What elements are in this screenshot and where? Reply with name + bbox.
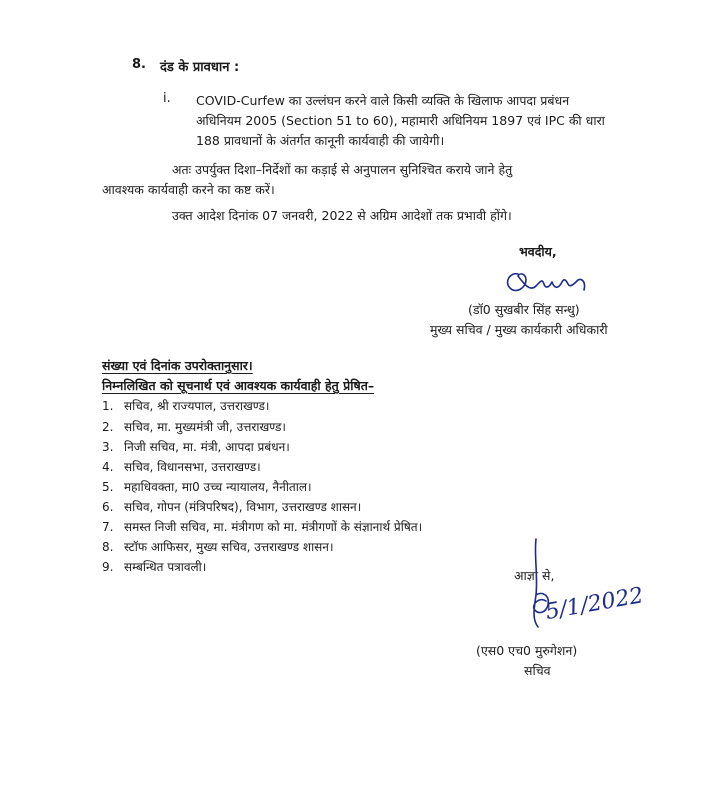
distribution-heading: निम्नलिखित को सूचनार्थ एवं आवश्यक कार्यवाही हेतु प्रेषित– xyxy=(102,378,375,393)
penalty-line-2: अधिनियम 2005 (Section 51 to 60), महामारी अधिनियम 1897 एवं IPC की धारा xyxy=(196,113,605,128)
signatory-name: (डॉ0 सुखबीर सिंह सन्धु) xyxy=(468,302,580,317)
list-item: 6. सचिव, गोपन (मंत्रिपरिषद), विभाग, उत्तराखण्ड शासन। xyxy=(102,500,362,514)
officer-name: (एस0 एच0 मुरुगेशन) xyxy=(476,643,578,658)
signatory-designation: मुख्य सचिव / मुख्य कार्यकारी अधिकारी xyxy=(430,322,608,337)
list-item: 3. निजी सचिव, मा. मंत्री, आपदा प्रबंधन। xyxy=(102,440,290,454)
signature-1 xyxy=(500,262,590,300)
penalty-line-1: COVID-Curfew का उल्लंघन करने वाले किसी व्यक्ति के खिलाफ आपदा प्रबंधन xyxy=(196,93,570,108)
section-number: 8. xyxy=(132,57,146,72)
list-item: 7. समस्त निजी सचिव, मा. मंत्रीगण को मा. मंत्रीगणों के संज्ञानार्थ प्रेषित। xyxy=(102,520,423,534)
list-item: 9. सम्बन्धित पत्रावली। xyxy=(102,560,207,574)
list-item: 8. स्टॉफ आफिसर, मुख्य सचिव, उत्तराखण्ड शासन। xyxy=(102,540,334,554)
officer-designation: सचिव xyxy=(524,663,551,678)
list-item: 2. सचिव, मा. मुख्यमंत्री जी, उत्तराखण्ड। xyxy=(102,420,286,434)
list-item: 1. सचिव, श्री राज्यपाल, उत्तराखण्ड। xyxy=(102,399,270,413)
order-text: आज्ञा से, xyxy=(514,568,555,583)
penalty-line-3: 188 प्रावधानों के अंतर्गत कानूनी कार्यवाही की जायेगी। xyxy=(196,133,445,148)
compliance-line-1: अतः उपर्युक्त दिशा–निर्देशों का कड़ाई से अनुपालन सुनिश्चित कराये जाने हेतु xyxy=(172,162,513,177)
reference-line: संख्या एवं दिनांक उपरोक्तानुसार। xyxy=(102,358,253,373)
handwritten-date: 5/1/2022 xyxy=(543,583,646,625)
item-marker: i. xyxy=(163,91,171,106)
section-heading: दंड के प्रावधान : xyxy=(160,60,240,75)
effective-date-text: उक्त आदेश दिनांक 07 जनवरी, 2022 से अग्रिम आदेशों तक प्रभावी होंगे। xyxy=(172,208,512,223)
list-item: 5. महाधिवक्ता, मा0 उच्च न्यायालय, नैनीताल। xyxy=(102,480,312,494)
compliance-line-2: आवश्यक कार्यवाही करने का कष्ट करें। xyxy=(102,182,275,197)
closing-text: भवदीय, xyxy=(519,244,557,259)
list-item: 4. सचिव, विधानसभा, उत्तराखण्ड। xyxy=(102,460,261,474)
